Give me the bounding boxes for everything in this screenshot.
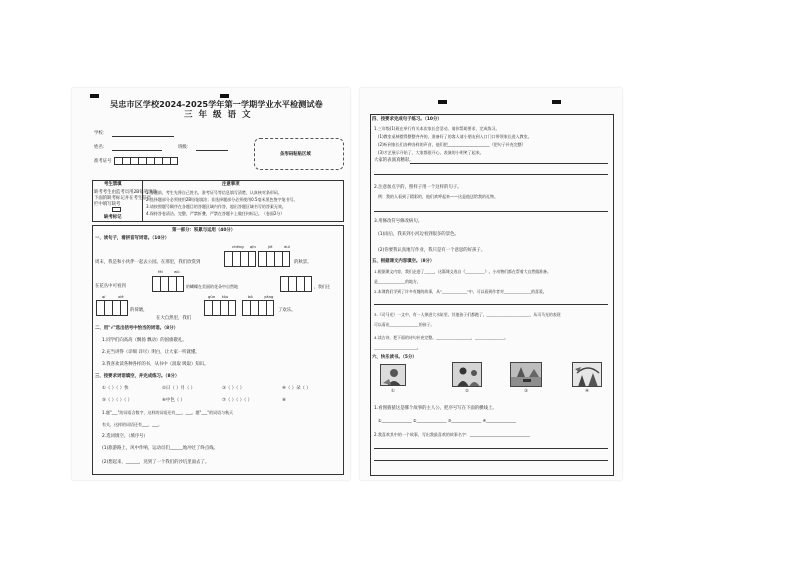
q6-text: 1.看图猜猜这是哪个故事的主人公，把序号写在下面的横线上。 xyxy=(374,406,497,411)
q4-text: (2)你要我认真地写作业，我只是有一个意思的好孩子。 xyxy=(378,248,486,253)
q3-item: ⑥中色（ ） xyxy=(162,398,185,403)
q1-line1-end: 的秋景。 xyxy=(294,260,312,265)
story-picture-2 xyxy=(452,362,482,387)
q3-fill: (2)想起来，______，送到了一个我们的沙坑里面去了。 xyxy=(102,460,210,465)
q4-text: (1)雨后，我来到小河边看到很多的景色。 xyxy=(378,232,459,237)
pinyin: duì xyxy=(284,244,290,249)
q1-title: 一、读句子，看拼音写词语。（10分） xyxy=(95,236,170,241)
class-label: 班级： xyxy=(178,145,192,150)
pinyin: qīn xyxy=(250,244,256,249)
picture-label: ③ xyxy=(524,389,528,394)
q3-item: ⑧ xyxy=(282,398,286,403)
answer-line[interactable] xyxy=(410,163,608,164)
q4-title: 四、按要求完成句子练习。（10分） xyxy=(372,117,442,122)
registration-mark xyxy=(552,100,561,104)
q3-item: ⑦（ ）（ ）（ ） xyxy=(222,398,253,403)
q1-line3a: 的荷塘， xyxy=(130,308,148,313)
picture-label: ① xyxy=(391,389,395,394)
q5-text: 2.本课我们学到了许多有趣的故事，从"_____________"中，可以看到作者对______________的喜爱。 xyxy=(374,289,547,294)
barcode-label: 条形码粘贴区域 xyxy=(280,152,311,157)
exam-page-2 xyxy=(360,88,622,480)
answer-line[interactable] xyxy=(374,448,608,449)
q1-line1: 周末，我是和小伙伴一起去公园。在那里，我们欣赏到 xyxy=(95,260,201,265)
picture-label: ④ xyxy=(585,389,589,394)
q3-item: ③（ ）（ ） xyxy=(222,386,245,391)
pinyin: jié xyxy=(268,244,273,249)
q1-line2a: 在花丛中可看到 xyxy=(95,284,126,289)
story-picture-4 xyxy=(572,362,602,387)
q3-note: 有关，这样的词语还有___、___。 xyxy=(102,422,162,427)
pinyin: bó xyxy=(248,294,253,299)
q3-title: 三、按要求词语填空，并完成练习。（8分） xyxy=(95,374,180,379)
q1-line3c: 了欢乐。 xyxy=(278,308,296,313)
q4-text: 例：我的人看到了精彩的，他们欢呼起来——这是他送给我的礼物。 xyxy=(378,194,498,199)
q4-text: (2)听到家长们各种各样的声音，他们把_____________________（把句子补充完整） xyxy=(378,142,526,147)
answer-line[interactable] xyxy=(374,174,608,175)
pinyin: yǎng xyxy=(264,294,274,299)
registration-mark xyxy=(220,94,229,98)
name-field[interactable] xyxy=(112,150,162,151)
q3-note: 1.题"___"的词语含数字，这样的词语还有___、___。题"___"的词语与秋天 xyxy=(102,410,234,415)
q4-text: (1)教室桌椅摆得整整齐齐的，准备好了的客人请小朋友到入口门口带领家长进入教室。 xyxy=(378,134,532,139)
story-picture-3 xyxy=(510,362,542,387)
class-field[interactable] xyxy=(196,150,228,151)
note-item: 2.选择题部分必须使用2B铅笔填涂；非选择题部分必须使用0.5毫米黑色签字笔书写。 xyxy=(146,197,298,202)
q4-text: 大家的表演真精彩。 xyxy=(374,158,414,163)
q5-text: 4.读古诗，把下面的诗句补充完整。__________________，_______________。 xyxy=(374,335,509,340)
answer-line[interactable] xyxy=(374,211,608,212)
exam-subtitle: 三年级语文 xyxy=(184,110,257,120)
q3-note: 2.选词填空。（填序号） xyxy=(102,434,148,439)
q6-text: 2.我喜欢其中的一个故事，写出我最喜欢的故事名字：______________________________ xyxy=(374,432,530,437)
q3-fill: (1)旅游路上，风中作响，运动员们______地冲过了终点线。 xyxy=(102,446,218,451)
q2-item: 1.同学们向高高（飘扬 飘动）的国旗敬礼。 xyxy=(102,338,187,343)
answer-line[interactable] xyxy=(374,304,608,305)
q2-item: 2.充当讲得（详细 详尽）明白，让大家一听就懂。 xyxy=(102,350,200,355)
q5-text: 是______________的地方。 xyxy=(374,279,421,284)
story-picture-1 xyxy=(380,364,406,386)
school-field[interactable] xyxy=(112,136,174,137)
absent-text: 下面的缺考标记并在考生信息 xyxy=(94,196,152,201)
exam-page-1 xyxy=(72,88,350,480)
q4-text: 1.三年级(1)班在举行有关本次家长会活动。请你帮助要求，完成练习。 xyxy=(374,126,500,131)
registration-mark xyxy=(90,94,99,98)
q5-title: 五、根据课文内容填空。（8分） xyxy=(372,259,435,264)
q5-text: 3.《司马光》一文中，有一人掉进大水缸里，其他孩子们都跑了，______________________，从司马光的表现 xyxy=(374,312,561,317)
notes-header: 注意事项 xyxy=(222,182,240,187)
note-item: 4.保持答卷清洁、完整，严禁折叠，严禁在答题卡上做任何标记。（卷面2分） xyxy=(146,211,285,216)
q1-line2b: 的蝴蝶在美丽的花朵中自然地 xyxy=(186,284,238,289)
q1-line3b: 在大自然里，我们 xyxy=(156,316,192,321)
q3-item: ④（ ）朵（ ） xyxy=(282,386,311,391)
q5-text: 可以看出_______________的孩子。 xyxy=(374,322,435,327)
note-item: 1.答题前，考生先将自己姓名、准考证号等信息填写清楚，认真核对条形码。 xyxy=(146,190,282,195)
q6-answer-line[interactable]: ①_______________ ②_______________ ③_______________ ④_______________ xyxy=(378,418,517,423)
pinyin: chéng xyxy=(232,244,244,249)
q6-title: 六、快乐读书。（5分） xyxy=(372,355,417,360)
q3-item: ⑤（ ）（ ）（ ） xyxy=(102,398,133,403)
absent-text: 栏中填写缺考 xyxy=(94,202,121,207)
q4-text: 2.注意加点字的，照样子用一个这样的句子。 xyxy=(374,185,462,190)
exam-title: 吴忠市区学校2024-2025学年第一学期学业水平检测试卷 xyxy=(110,99,323,109)
absent-text: 缺考考生由监考员用2B铅笔填涂 xyxy=(94,190,157,195)
absent-checkbox[interactable] xyxy=(112,207,121,212)
pinyin: gǔn xyxy=(208,294,216,299)
pinyin: wǔ xyxy=(174,269,180,274)
pinyin: tóu xyxy=(222,294,229,299)
answer-line[interactable] xyxy=(374,460,608,461)
name-label: 姓名： xyxy=(94,145,108,150)
q4-text: 3.用修改符号修改病句。 xyxy=(374,219,423,224)
q5-text: 1.根据课文内容，我们走进了_____，这篇课文选自《__________》。小动物们都在帮着大自然做准备。 xyxy=(374,269,551,274)
school-label: 学校： xyxy=(94,131,108,136)
note-item: 3.请按照题号顺序在各题目的答题区域内作答，超出答题区域书写的答案无效。 xyxy=(146,204,286,209)
exam-number-label: 准考证号 xyxy=(94,159,112,164)
pinyin: qí xyxy=(102,294,106,299)
picture-label: ② xyxy=(465,389,469,394)
q1-line2c: ，我们还 xyxy=(314,284,330,289)
pinyin: xiè xyxy=(118,294,124,299)
registration-mark xyxy=(438,100,447,104)
q4-text: (3)才艺展示开始了，大家都很开心，表演的小明笑了起来。 xyxy=(378,150,484,155)
q3-item: ①（ ）（ ）快 xyxy=(102,386,129,391)
q2-title: 二、用"√"选出括号中恰当的词语。（8分） xyxy=(95,326,179,331)
absent-mark-label: 缺考标记 xyxy=(104,215,122,220)
pinyin: fēi xyxy=(158,269,163,274)
q5-text: ______________________。 xyxy=(374,345,421,350)
absent-header: 考生禁填 xyxy=(104,182,122,187)
part1-title: 第一部分：积累与运用（40分） xyxy=(172,228,236,233)
q2-item: 3.我喜欢读各种各样的书，从书中（汲取 吸取）知识。 xyxy=(102,362,209,367)
q3-item: ②日（ ）月（ ） xyxy=(162,386,196,391)
